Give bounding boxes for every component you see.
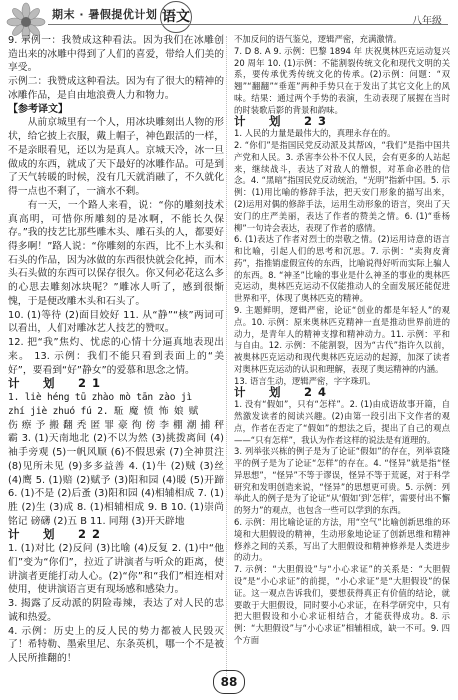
answer-paragraph: 1. 人民的力量是最伟大的，真理永存在的。 [234, 128, 396, 139]
series-title: 期末 · 暑假提优计划 [52, 8, 158, 21]
answer-paragraph: 6. 示例：用比喻论证的方法，用“空气”比喻创新思维的环境和大胆假设的精神，生动形象地论证了创新思维和精神修养之间的关系，写出了大胆假设和精神修养是人类进步的动力。 [234, 517, 450, 563]
answer-paragraph: 1. liè héng tū zhào mò tān zào jì [8, 392, 193, 404]
header-rule [48, 24, 448, 25]
answer-paragraph: 7. 示例：“大胆假设”与“小心求证”的关系是：“大胆假设”是“小心求证”的前提，“小心求证”是“大胆假设”的保证。这一观点告诉我们，要想获得真正有价值的结论，就要敢于大胆假设，同时要小心求证，在科学研究中，只有把大胆假设和小心求证相结合，才能获得成功。8. 示例：“大胆假设”与“小心求证”相辅相成，缺一不可。9. 四个方面 [234, 564, 450, 645]
answer-paragraph: 12. 把“我”焦灼、忧虑的心情十分逼真地表现出来。 13. 示例：我们不能只看到表面上的“美好”，要看到“好”静女”的爱慕和思念之情。 [8, 337, 224, 376]
answer-paragraph: 1. (1)对比 (2)反问 (3)比喻 (4)反复 2. (1)中“他们”变为“你们”，拉近了讲演者与听众的距离，使讲演者更能打动人心。(2)“你”和“我们”相连相对使用，使讲演语言更有现场感和感染力。 [8, 543, 224, 596]
answer-paragraph: 【参考译文】 [8, 103, 68, 115]
answer-paragraph: 4. 示例：历史上的反人民的势力都被人民毁灭了！希特勒、墨索里尼、东条英机，哪一个不是被人民所推翻的！ [8, 625, 224, 665]
section-heading: 计 划 21 [8, 376, 107, 391]
section-heading: 计 划 24 [234, 385, 333, 400]
answer-paragraph: 10. (1)等待 (2)面目姣好 11. 从“静”“核”两词可以看出，人们对雕冰艺人技艺的赞叹。 [8, 309, 224, 335]
answer-paragraph: zhí jiè zhuó fú 2. 駈 魔 愤 怖 娘 赋 [8, 405, 199, 417]
answer-paragraph: 7. D 8. A 9. 示例：巴黎 1894 年 庆祝奥林匹克运动复兴 20 周年 10. (1)示例：不能割裂传统文化和现代文明的关系，要传承优秀传统文化的传承。(2)示例：问题：“双翘”“翻翻”“垂莲”两种手势只在于发出了其它文化上的风味。结果：通过两个手势的表演，生动表现了展握在当时的时装歌后影的背景和韵味。 [234, 45, 450, 115]
answer-paragraph: 从前京城里有一个人，用冰块雕刻出人物的形状，给它披上衣服，戴上帽子，神色跟活的一样，不是亲眼看见，还以为是真人。京城天冷，冰一旦做成的东西，就成了天下最好的冰雕作品。可是到了天气转暖的时候，没有几天就消融了，不久就化得一点也不剩了，一滴水不剩。 [8, 117, 224, 198]
answer-paragraph: 2. “你们”是指国民党反动派及其帮凶，“我们”是指中国共产党和人民。3. 杀害李公朴不仅人民，会有更多的人站起来，继续战斗，表达了对敌人的憎恨，对革命必胜的信念。4. “黑暗”指国民党反动统治，“光明”指新中国。5. 示例：(1)用比喻的修辞手法，把天安门形象的描写出来，(2)运用对偶的修辞手法，运用生动形象的语言，突出了天安门的庄严美丽，表达了作者的赞美之情。6. (1)“垂杨柳”一句诗会表达，表现了作者的感情。 [234, 140, 450, 233]
answer-paragraph: 9. 主题鲜明，逻辑严密，论证“创业的都是年轻人”的观点。10. 示例：原来奥林匹克精神一直是推动世界前进的动力，是青年人的精神支撑和精神动力。11. 示例：平和与自由。12. 示例：不能割裂，因为“古代”指许久以前，被奥林匹克运动和现代奥林匹克运动的起源，加深了读者对奥林匹克运动的认识和理解，表现了奥运精神的内涵。 [234, 304, 450, 374]
right-column [234, 34, 450, 647]
section-heading: 计 划 23 [234, 114, 333, 129]
answer-paragraph: 6. (1)表达了作者对烈士的崇敬之情。(2)运用诗意的语言和比喻，引起人们的思考和沉思。7. 示例：“卖狗皮膏药”，指推销虚假宣传的东西，比喻说得好听而实际上骗人的东西。8. “神圣”比喻的事业是什么神圣的事业的奥林匹克运动，奥林匹克运动不仅能推动人的全面发展还能促进世界和平，体现了奥林匹克的精神。 [234, 234, 450, 304]
section-heading: 计 划 22 [8, 527, 107, 542]
column-divider [226, 36, 227, 676]
answer-paragraph: 3. 揭露了反动派的阴险毒辣，表达了对人民的忠诚和热爱。 [8, 598, 224, 623]
answer-paragraph: 3. 列举张兴栋的例子是为了论证“假如”的存在，列举袁隆平的例子是为了论证“怎样”的存在。4. “怪异”就是指“怪异思想”，“怪异”不等于谬误，怪异不等于荒诞，对于科学研究和发明创造来说，“怪异”的思想更可贵。5. 示例：列举此人的例子是为了论证“从‘假如’到‘怎样’，需要付出不懈的努力”的观点，也包含一些可以学到的东西。 [234, 446, 450, 516]
grade-label: 八年级 [412, 16, 442, 27]
answer-paragraph: 1. 没有“假如”，只有“怎样”。2. (1)由成语故事开篇，自然激发读者的阅读兴趣。(2)由第一段引出下文作者的观点，作者在否定了“假如”的想法之后，提出了自己的观点——“只有怎样”，我认为作者这样的说法是有道理的。 [234, 399, 450, 445]
answer-paragraph: 示例二：我赞成这种看法。因为有了很大的精神的冰雕作品，是自由地浪费人力和物力。 [8, 76, 224, 101]
left-column [8, 34, 224, 666]
answer-paragraph: 9. 示例一：我赞成这种看法。因为我们在冰雕创造出来的冰雕中得到了人们的喜爱，带给人们美的享受。 [8, 35, 224, 74]
page-number: 88 [213, 670, 245, 694]
answer-paragraph: 伤 瘵 予 搬 翻 秃 匿 罪 豪 徇 傍 李 棚 潮 捕 秤 霸 3. (1)天南地北 (2)不以为然 (3)挑拨离间 (4)袖手旁观 (5)一帆风顺 (6)不假思索 (7)全神贯注 (8)见所未见 (9)多多益善 4. (1)牛 (2)贼 (3)丝 (4)鹰 5. (1)赔 (2)赋予 (3)阳和园 (4)暖 (5)开蹄 6. (1)不是 (2)后蚤 (3)阳和园 (4)相辅相成 7. (1)胜 (2)生 (3)成 8. (1)相辅相成 9. B 10. (1)崇尚 铭记 磅礴 (2)五 B 11. 同翔 (3)开天辟地 [8, 419, 224, 527]
answer-paragraph: 13. 语言生动，逻辑严密，字字珠玑。 [234, 375, 376, 386]
subject-badge: 语文 [160, 1, 192, 33]
answer-paragraph: 不加反问的语气鉴兑，逻辑严密，充满激情。 [234, 34, 402, 44]
answer-paragraph: 有一天，一个路人来看，说：“你的雕刻技术真高明，可惜你所雕刻的是冰啊，不能长久保存。”我的技艺比那些雕木头、雕石头的人，都要好得多啊！”路人说：“你雕刻的东西，比不上木头和石头的作品，因为冰做的东西很快就会化掉，而木头石头做的东西可以保存很久。你又何必花这么多的心思去雕刻冰块呢？”雕冰人听了，感到很惭愧，于是便改雕木头和石头了。 [8, 199, 224, 307]
